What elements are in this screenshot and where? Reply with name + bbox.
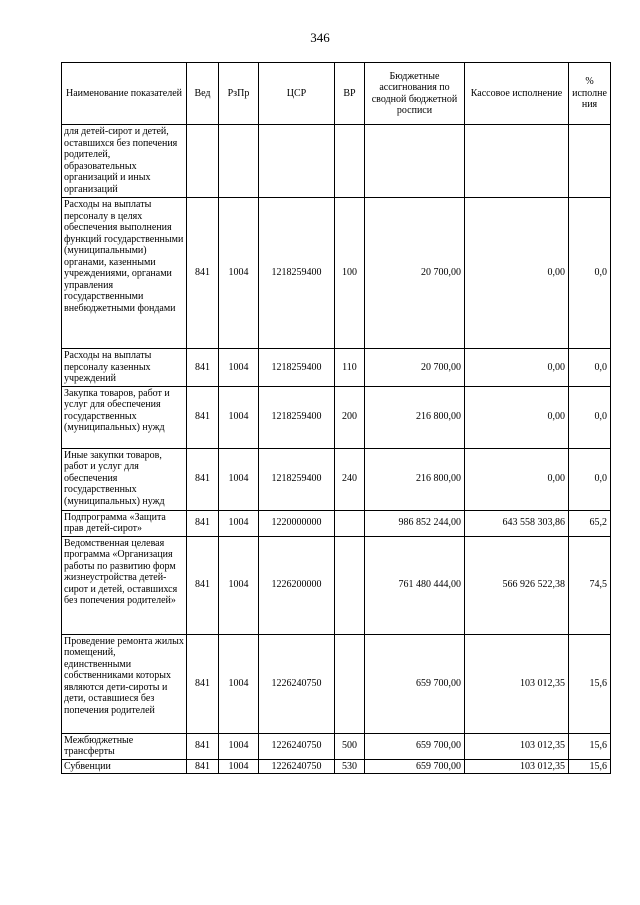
row-pct: 0,0 (569, 386, 611, 448)
row-vr: 110 (335, 349, 365, 387)
row-ved: 841 (187, 634, 219, 733)
table-row (62, 198, 611, 349)
row-cash: 566 926 522,38 (465, 536, 569, 634)
row-ved: 841 (187, 759, 219, 774)
header-vr: ВР (335, 63, 365, 125)
row-csr: 1218259400 (259, 448, 335, 510)
table-row (62, 125, 611, 198)
row-vr: 500 (335, 733, 365, 759)
row-cash: 0,00 (465, 448, 569, 510)
header-cash: Кассовое исполнение (465, 63, 569, 125)
row-name: Проведение ремонта жилых помещений, единственными собственниками которых являются дети-сироты и дети, оставшиеся без попечения родителей (62, 634, 187, 733)
row-cash: 0,00 (465, 198, 569, 349)
row-rzpr: 1004 (219, 349, 259, 387)
row-budget: 659 700,00 (365, 759, 465, 774)
row-name: Закупка товаров, работ и услуг для обеспечения государственных (муниципальных) нужд (62, 386, 187, 448)
row-ved: 841 (187, 448, 219, 510)
row-budget: 659 700,00 (365, 733, 465, 759)
row-vr (335, 536, 365, 634)
header-rzpr: РзПр (219, 63, 259, 125)
header-pct: % исполне ния (569, 63, 611, 125)
table-row (62, 386, 611, 448)
row-ved: 841 (187, 510, 219, 536)
row-name: Иные закупки товаров, работ и услуг для обеспечения государственных (муниципальных) нужд (62, 448, 187, 510)
row-name: для детей-сирот и детей, оставшихся без попечения родителей, образовательных организаций и иных организаций (62, 125, 187, 198)
row-name: Расходы на выплаты персоналу казенных учреждений (62, 349, 187, 387)
row-pct: 15,6 (569, 634, 611, 733)
row-rzpr: 1004 (219, 759, 259, 774)
row-rzpr: 1004 (219, 634, 259, 733)
row-vr: 200 (335, 386, 365, 448)
row-rzpr: 1004 (219, 733, 259, 759)
row-cash: 0,00 (465, 349, 569, 387)
table-row (62, 536, 611, 634)
row-name: Ведомственная целевая программа «Организация работы по развитию форм жизнеустройства детей-сирот и детей, оставшихся без попечения родителей» (62, 536, 187, 634)
row-pct: 0,0 (569, 448, 611, 510)
row-csr: 1218259400 (259, 198, 335, 349)
row-name: Расходы на выплаты персоналу в целях обеспечения выполнения функций государственными (муниципальными) органами, казенными учреждениями, органами управления государственными внебюджетными фондами (62, 198, 187, 349)
row-cash: 103 012,35 (465, 733, 569, 759)
table-row (62, 349, 611, 387)
row-budget: 761 480 444,00 (365, 536, 465, 634)
row-vr (335, 125, 365, 198)
row-pct (569, 125, 611, 198)
row-ved: 841 (187, 536, 219, 634)
row-rzpr: 1004 (219, 448, 259, 510)
row-vr: 100 (335, 198, 365, 349)
row-budget: 20 700,00 (365, 198, 465, 349)
row-cash (465, 125, 569, 198)
row-vr: 240 (335, 448, 365, 510)
row-budget: 216 800,00 (365, 386, 465, 448)
row-vr (335, 510, 365, 536)
row-ved: 841 (187, 349, 219, 387)
row-vr: 530 (335, 759, 365, 774)
row-cash: 103 012,35 (465, 759, 569, 774)
row-name: Подпрограмма «Защита прав детей-сирот» (62, 510, 187, 536)
row-csr (259, 125, 335, 198)
row-cash: 103 012,35 (465, 634, 569, 733)
row-budget: 20 700,00 (365, 349, 465, 387)
row-csr: 1218259400 (259, 349, 335, 387)
row-name: Межбюджетные трансферты (62, 733, 187, 759)
row-rzpr: 1004 (219, 536, 259, 634)
row-budget: 986 852 244,00 (365, 510, 465, 536)
row-csr: 1226240750 (259, 733, 335, 759)
row-ved (187, 125, 219, 198)
header-name: Наименование показателей (62, 63, 187, 125)
table-row (62, 733, 611, 759)
row-cash: 0,00 (465, 386, 569, 448)
table-row (62, 759, 611, 774)
page-number: 346 (310, 30, 330, 45)
row-csr: 1226240750 (259, 759, 335, 774)
row-pct: 0,0 (569, 349, 611, 387)
row-ved: 841 (187, 386, 219, 448)
row-budget (365, 125, 465, 198)
row-pct: 74,5 (569, 536, 611, 634)
row-csr: 1226200000 (259, 536, 335, 634)
row-budget: 659 700,00 (365, 634, 465, 733)
table-row (62, 634, 611, 733)
row-rzpr: 1004 (219, 198, 259, 349)
row-csr: 1218259400 (259, 386, 335, 448)
row-rzpr: 1004 (219, 510, 259, 536)
table-row (62, 510, 611, 536)
budget-table (61, 62, 611, 774)
header-budget: Бюджетные ассигнования по сводной бюджетной росписи (365, 63, 465, 125)
row-csr: 1226240750 (259, 634, 335, 733)
row-vr (335, 634, 365, 733)
row-pct: 15,6 (569, 759, 611, 774)
row-name: Субвенции (62, 759, 187, 774)
row-pct: 0,0 (569, 198, 611, 349)
row-cash: 643 558 303,86 (465, 510, 569, 536)
row-ved: 841 (187, 198, 219, 349)
header-ved: Вед (187, 63, 219, 125)
row-budget: 216 800,00 (365, 448, 465, 510)
row-ved: 841 (187, 733, 219, 759)
row-rzpr: 1004 (219, 386, 259, 448)
row-rzpr (219, 125, 259, 198)
header-csr: ЦСР (259, 63, 335, 125)
table-row (62, 448, 611, 510)
row-pct: 15,6 (569, 733, 611, 759)
row-pct: 65,2 (569, 510, 611, 536)
row-csr: 1220000000 (259, 510, 335, 536)
